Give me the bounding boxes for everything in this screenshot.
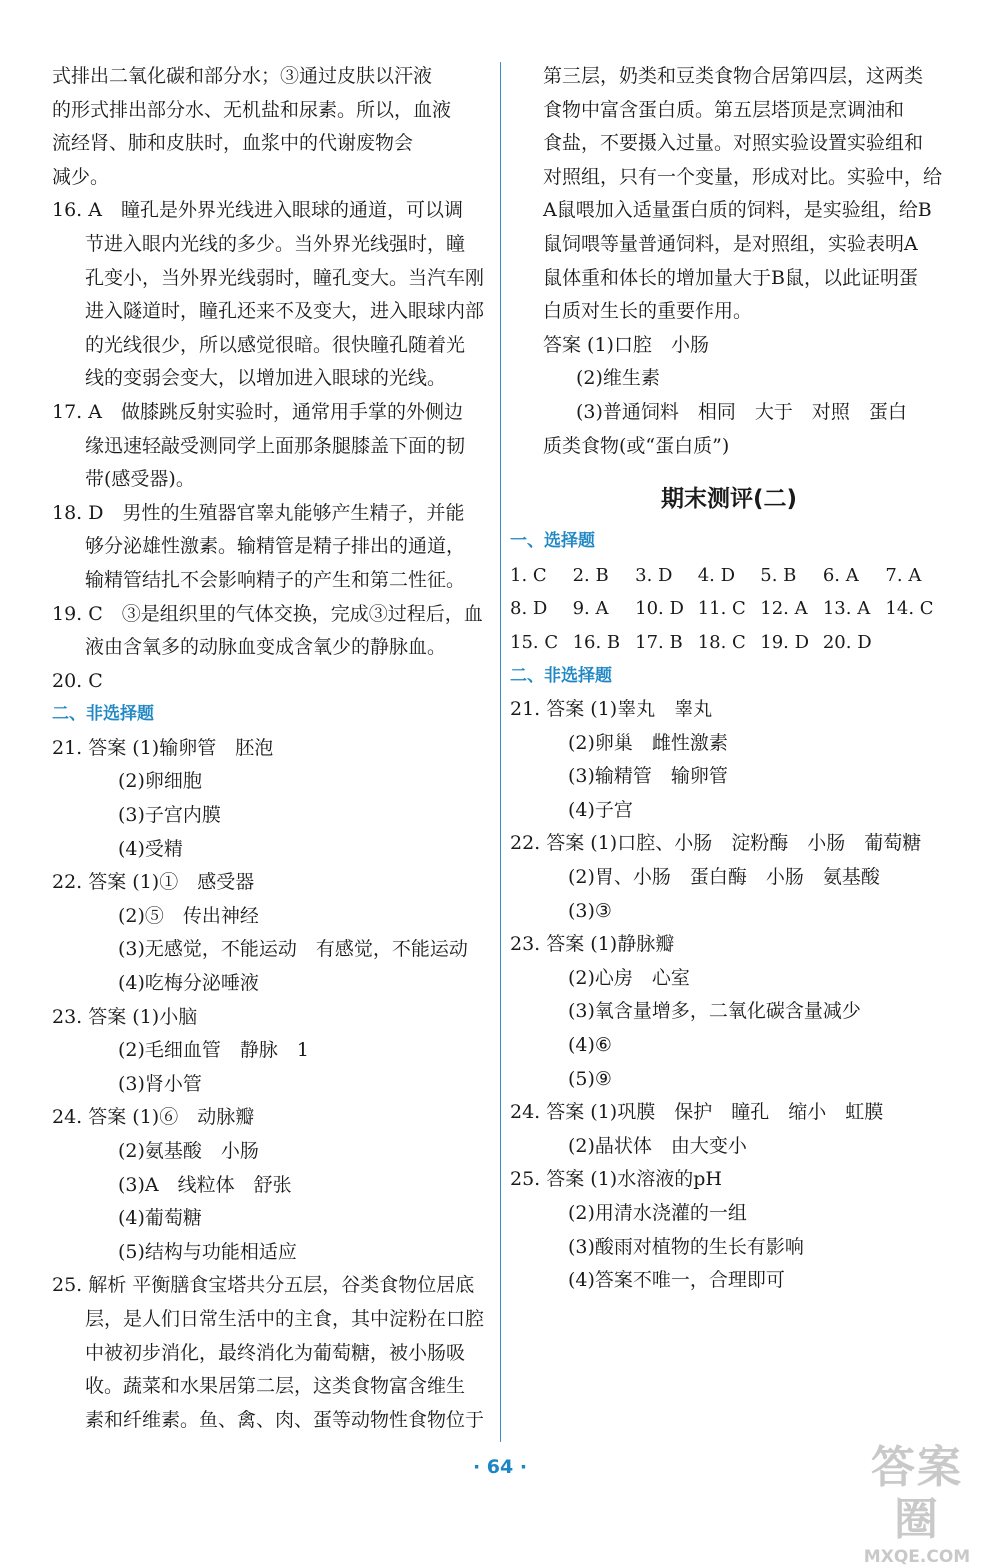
choice-answer: 15. C <box>510 631 559 653</box>
text-line: 17. A 做膝跳反射实验时，通常用手掌的外侧边 <box>52 400 463 423</box>
watermark-url: MXQE.COM <box>863 1547 971 1567</box>
text-line: 21. 答案 (1)睾丸 睾丸 <box>510 698 713 721</box>
text-line: (4)葡萄糖 <box>118 1207 202 1230</box>
choice-answer: 3. D <box>635 564 673 586</box>
watermark-text: 答案圈 <box>871 1442 963 1545</box>
text-line: (3)氧含量增多，二氧化碳含量减少 <box>568 1000 861 1023</box>
text-line: (2)氨基酸 小肠 <box>118 1140 259 1162</box>
column-divider <box>500 62 501 1442</box>
text-line: (2)用清水浇灌的一组 <box>568 1202 747 1224</box>
section-heading: 二、非选择题 <box>52 704 154 725</box>
text-line: 收。蔬菜和水果居第二层，这类食物富含维生 <box>85 1375 466 1398</box>
text-line: (3)肾小管 <box>118 1072 202 1095</box>
text-line: (2)⑤ 传出神经 <box>118 904 259 927</box>
choice-answer: 9. A <box>572 598 609 620</box>
text-line: 20. C <box>52 669 103 692</box>
text-line: 鼠体重和体长的增加量大于B鼠，以此证明蛋 <box>543 266 918 289</box>
text-line: 食盐，不要摄入过量。对照实验设置实验组和 <box>543 132 924 155</box>
choice-answer: 2. B <box>572 564 609 586</box>
choice-answer: 7. A <box>885 564 922 586</box>
text-line: 够分泌雄性激素。输精管是精子排出的通道， <box>85 535 466 558</box>
choice-answer: 4. D <box>697 564 736 586</box>
text-line: (2)晶状体 由大变小 <box>568 1134 747 1157</box>
text-line: (5)结构与功能相适应 <box>118 1240 297 1263</box>
text-line: 16. A 瞳孔是外界光线进入眼球的通道，可以调 <box>52 199 463 222</box>
text-line: 22. 答案 (1)口腔、小肠 淀粉酶 小肠 葡萄糖 <box>510 832 922 855</box>
text-line: 24. 答案 (1)巩膜 保护 瞳孔 缩小 虹膜 <box>510 1101 884 1124</box>
text-line: 输精管结扎不会影响精子的产生和第二性征。 <box>85 568 466 591</box>
text-line: 25. 解析 平衡膳食宝塔共分五层，谷类食物位居底 <box>52 1274 475 1297</box>
section-heading-choice: 一、选择题 <box>510 531 595 552</box>
text-line: (3)普通饲料 相同 大于 对照 蛋白 <box>576 400 907 423</box>
text-line: (2)胃、小肠 蛋白酶 小肠 氨基酸 <box>568 866 880 889</box>
text-line: (4)受精 <box>118 837 183 860</box>
text-line: 答案 (1)口腔 小肠 <box>543 333 709 356</box>
text-line: (2)卵巢 雌性激素 <box>568 731 728 754</box>
text-line: 对照组，只有一个变量，形成对比。实验中，给 <box>543 165 943 188</box>
choice-answer: 10. D <box>635 598 684 620</box>
right-bottom-answers <box>510 693 948 1298</box>
text-line: (2)心房 心室 <box>568 966 690 989</box>
choice-answer: 18. C <box>697 631 746 653</box>
text-line: 缘迅速轻敲受测同学上面那条腿膝盖下面的韧 <box>85 434 466 457</box>
text-line: 的形式排出部分水、无机盐和尿素。所以，血液 <box>52 98 452 121</box>
text-line: 的光线很少，所以感觉很暗。很快瞳孔随着光 <box>85 333 466 356</box>
text-line: 25. 答案 (1)水溶液的pH <box>510 1168 722 1191</box>
choice-answer: 19. D <box>760 631 810 653</box>
text-line: 线的变弱会变大，以增加进入眼球的光线。 <box>85 367 447 390</box>
choice-answer: 8. D <box>510 598 548 620</box>
text-line: (3)A 线粒体 舒张 <box>118 1173 292 1196</box>
text-line: (3)酸雨对植物的生长有影响 <box>568 1235 804 1258</box>
right-top-answers <box>510 60 948 463</box>
text-line: 第三层，奶类和豆类食物合居第四层，这两类 <box>543 65 924 87</box>
text-line: (5)⑨ <box>568 1067 612 1090</box>
section-title: 期末测评(二) <box>660 486 798 513</box>
choice-answer: 16. B <box>572 631 621 653</box>
text-line: 流经肾、肺和皮肤时，血浆中的代谢废物会 <box>52 132 414 155</box>
text-line: (4)吃梅分泌唾液 <box>118 972 259 995</box>
text-line: (4)答案不唯一，合理即可 <box>568 1269 785 1292</box>
choice-answer: 5. B <box>760 564 797 586</box>
text-line: 液由含氧多的动脉血变成含氧少的静脉血。 <box>85 636 447 659</box>
text-line: 18. D 男性的生殖器官睾丸能够产生精子，并能 <box>52 501 465 524</box>
text-line: 孔变小，当外界光线弱时，瞳孔变大。当汽车刚 <box>85 266 485 289</box>
section-heading-nonchoice: 二、非选择题 <box>510 665 612 686</box>
text-line: 带(感受器)。 <box>85 468 195 491</box>
text-line: A鼠喂加入适量蛋白质的饲料，是实验组，给B <box>543 199 932 222</box>
text-line: 22. 答案 (1)① 感受器 <box>52 871 255 894</box>
text-line: (4)⑥ <box>568 1034 612 1057</box>
text-line: 素和纤维素。鱼、禽、肉、蛋等动物性食物位于 <box>85 1408 485 1431</box>
text-line: 19. C ③是组织里的气体交换，完成③过程后，血 <box>52 602 483 625</box>
text-line: 鼠饲喂等量普通饲料，是对照组，实验表明A <box>543 232 918 255</box>
text-line: 层，是人们日常生活中的主食，其中淀粉在口腔 <box>85 1307 485 1330</box>
text-line: 21. 答案 (1)输卵管 胚泡 <box>52 736 274 759</box>
choice-answer: 1. C <box>510 564 547 586</box>
text-line: 质类食物(或“蛋白质”) <box>543 434 730 457</box>
watermark-logo <box>852 1442 982 1567</box>
text-line: 23. 答案 (1)静脉瓣 <box>510 933 675 956</box>
choice-answer: 13. A <box>822 598 871 620</box>
text-line: 减少。 <box>52 165 110 188</box>
text-line: 节进入眼内光线的多少。当外界光线强时，瞳 <box>85 232 466 255</box>
text-line: 中被初步消化，最终消化为葡萄糖，被小肠吸 <box>85 1341 466 1364</box>
choice-answer: 11. C <box>697 598 746 620</box>
choice-answer: 6. A <box>822 564 859 586</box>
text-line: (2)维生素 <box>576 367 660 390</box>
choice-answer: 17. B <box>635 631 683 653</box>
text-line: (3)③ <box>568 899 612 922</box>
choice-answers-grid <box>510 559 948 660</box>
text-line: 24. 答案 (1)⑥ 动脉瓣 <box>52 1106 255 1129</box>
text-line: 白质对生长的重要作用。 <box>543 300 753 323</box>
text-line: 食物中富含蛋白质。第五层塔顶是烹调油和 <box>543 98 905 121</box>
choice-answer: 20. D <box>822 631 872 653</box>
choice-answer: 14. C <box>885 598 934 620</box>
left-column <box>52 60 492 1437</box>
text-line: 式排出二氧化碳和部分水；③通过皮肤以汗液 <box>52 65 433 87</box>
text-line: (2)卵细胞 <box>118 770 202 793</box>
text-line: (4)子宫 <box>568 798 633 821</box>
page-number: · 64 · <box>472 1456 528 1478</box>
choice-answer: 12. A <box>760 598 808 620</box>
text-line: 进入隧道时，瞳孔还来不及变大，进入眼球内部 <box>85 300 485 323</box>
right-column <box>510 60 948 1298</box>
text-line: (3)无感觉，不能运动 有感觉，不能运动 <box>118 938 468 961</box>
text-line: (2)毛细血管 静脉 1 <box>118 1039 310 1062</box>
text-line: 23. 答案 (1)小脑 <box>52 1005 198 1028</box>
text-line: (3)输精管 输卵管 <box>568 765 728 788</box>
text-line: (3)子宫内膜 <box>118 804 221 827</box>
